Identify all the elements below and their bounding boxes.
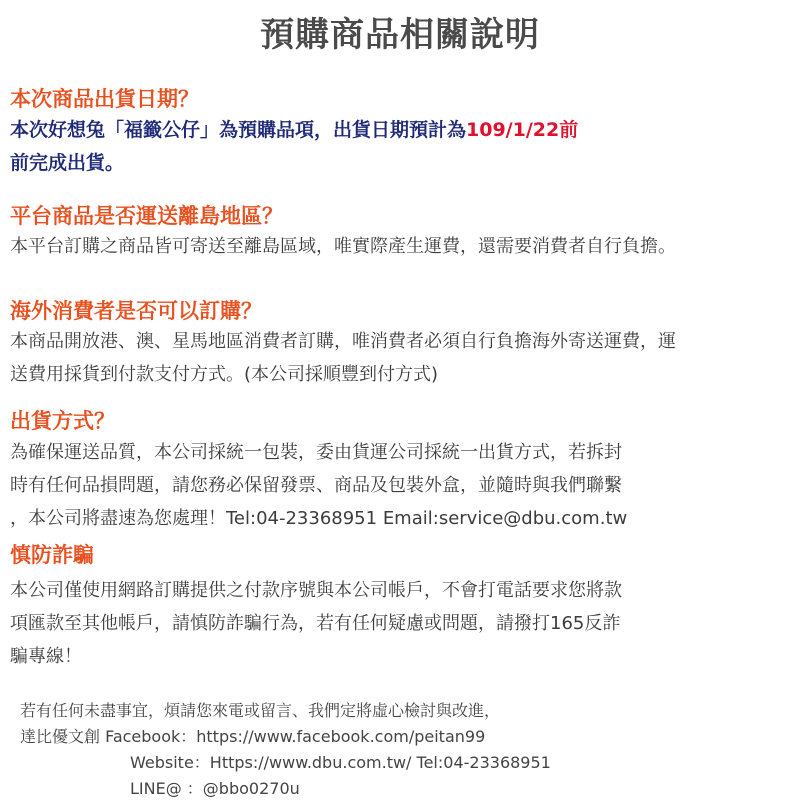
shipping-method-line-2: 時有任何品損問題，請您務必保留發票、商品及包裝外盒，並隨時與我們聯繫 bbox=[10, 475, 622, 496]
shipping-date-heading: 本次商品出貨日期？ bbox=[10, 87, 199, 111]
footer-website: Website：Https://www.dbu.com.tw/ Tel:04-23368951 bbox=[130, 753, 551, 772]
shipping-method-heading: 出貨方式？ bbox=[10, 409, 115, 433]
islands-text bbox=[10, 230, 795, 263]
shipping-date-prefix: 本次好想兔「福籤公仔」為預購品項，出貨日期預計為 bbox=[10, 119, 467, 141]
shipping-method-line-3: ，本公司將盡速為您處理！Tel:04-23368951 Email:service@dbu.com.tw bbox=[10, 508, 628, 529]
shipping-date-value: 109/1/22前 bbox=[466, 119, 579, 141]
fraud-text bbox=[10, 574, 795, 673]
fraud-line-2: 項匯款至其他帳戶，請慎防詐騙行為，若有任何疑慮或問題，請撥打165反詐 bbox=[10, 613, 621, 634]
shipping-date-line-1 bbox=[10, 114, 795, 147]
fraud-line-1: 本公司僅使用網路訂購提供之付款序號與本公司帳戶，不會打電話要求您將款 bbox=[10, 580, 622, 601]
islands-line-1: 本平台訂購之商品皆可寄送至離島區域，唯實際產生運費，還需要消費者自行負擔。 bbox=[10, 236, 676, 257]
overseas-text bbox=[10, 325, 795, 391]
islands-heading: 平台商品是否運送離島地區？ bbox=[10, 204, 283, 228]
shipping-method-line-1: 為確保運送品質，本公司採統一包裝，委由貨運公司採統一出貨方式，若拆封 bbox=[10, 442, 622, 463]
shipping-date-text bbox=[10, 114, 795, 180]
footer-facebook: 達比優文創 Facebook：https://www.facebook.com/peitan99 bbox=[20, 727, 486, 746]
shipping-date-line-2: 前完成出貨。 bbox=[10, 152, 125, 174]
page-title: 預購商品相關說明 bbox=[260, 15, 540, 55]
fraud-heading: 慎防詐騙 bbox=[10, 543, 94, 567]
shipping-method-text bbox=[10, 436, 795, 535]
footer-note: 若有任何未盡事宜，煩請您來電或留言、我們定將虛心檢討與改進， bbox=[20, 701, 501, 720]
overseas-heading: 海外消費者是否可以訂購？ bbox=[10, 299, 262, 323]
fraud-line-3: 騙專線！ bbox=[10, 646, 82, 667]
overseas-line-1: 本商品開放港、澳、星馬地區消費者訂購，唯消費者必須自行負擔海外寄送運費，運 bbox=[10, 331, 676, 352]
footer-line-id: LINE@ ：@bbo0270u bbox=[130, 779, 300, 798]
overseas-line-2: 送費用採貨到付款支付方式。(本公司採順豐到付方式) bbox=[10, 364, 439, 385]
